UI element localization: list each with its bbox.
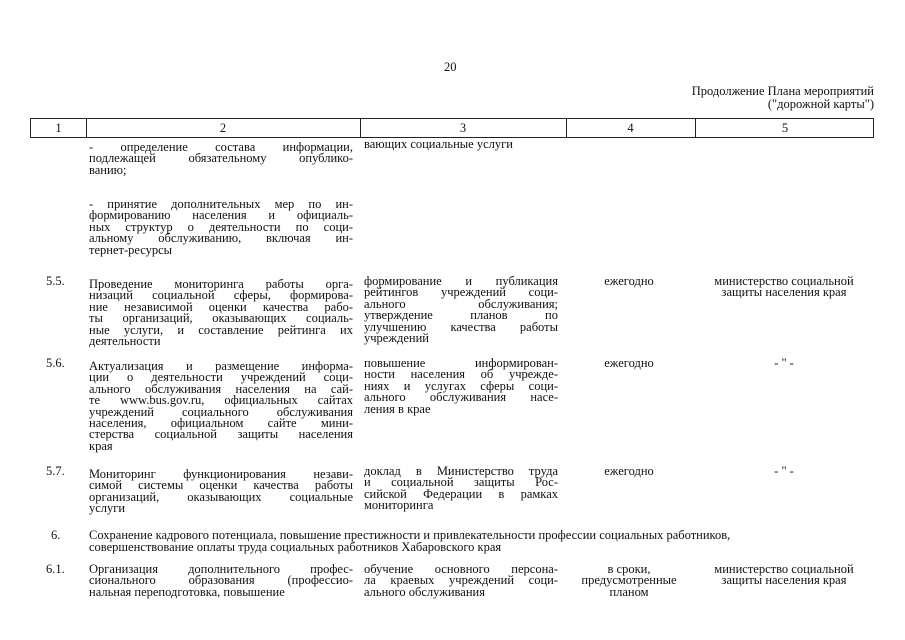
section-number: 6. <box>51 528 61 542</box>
activity-line: Проведение мониторинга работы орга- <box>89 277 353 291</box>
result-line: ла краевых учреждений соци- <box>364 573 558 588</box>
activity-line: ты организаций, оказывающих социаль- <box>89 311 353 326</box>
result-line: улучшению качества работы <box>364 319 558 334</box>
activity-line: края <box>89 438 113 453</box>
activity-line: сионального образования (профессио- <box>89 573 353 588</box>
activity-line: Актуализация и размещение информа- <box>89 359 353 373</box>
column-header-3: 3 <box>459 121 467 135</box>
activity-line: населения, официальном сайте мини- <box>89 416 353 430</box>
responsible-line: защиты населения края <box>721 573 847 588</box>
result-line: ности населения об учрежде- <box>364 367 558 382</box>
result-line: ального обслуживания <box>364 584 485 599</box>
activity-line: ных структур о деятельности по соци- <box>89 219 353 234</box>
activity-line: ального обслуживания населения на сай- <box>89 381 353 396</box>
result-line: ниях и услугах сферы соци- <box>364 378 558 393</box>
result-line: ления в крае <box>364 401 431 416</box>
result-line: и социальной защиты Рос- <box>364 475 558 490</box>
activity-line: ванию; <box>89 162 127 177</box>
activity-line: ние независимой оценки качества рабо- <box>89 299 353 314</box>
activity-line: организаций, оказывающих социальные <box>89 489 353 504</box>
activity-line: нальная переподготовка, повышение <box>89 584 285 599</box>
section-title-line: совершенствование оплаты труда социальных работников Хабаровского края <box>89 540 502 554</box>
term-line: ежегодно <box>604 464 654 478</box>
section-title-line: Сохранение кадрового потенциала, повышение престижности и привлекательности профессии социальных работников, <box>89 528 731 542</box>
continuation-note-line1: Продолжение Плана мероприятий <box>691 84 874 98</box>
column-header-4: 4 <box>627 121 634 135</box>
responsible-line: - " - <box>774 464 794 478</box>
activity-line: формированию населения и официаль- <box>89 208 353 223</box>
activity-line: те www.bus.gov.ru, официальных сайтах <box>89 393 353 408</box>
responsible-line: - " - <box>774 356 794 370</box>
result-line: повышение информирован- <box>364 356 558 370</box>
row-number: 5.6. <box>46 356 65 370</box>
responsible-line: министерство социальной <box>714 562 854 576</box>
column-header-5: 5 <box>781 121 789 135</box>
result-line: учреждений <box>364 331 429 345</box>
activity-line: - принятие дополнительных мер по ин- <box>89 197 353 211</box>
result-line: обучение основного персона- <box>364 562 558 576</box>
continuation-note-line2: ("дорожной карты") <box>767 97 874 111</box>
column-header-2: 2 <box>219 121 227 135</box>
activity-line: тернет-ресурсы <box>89 242 173 257</box>
result-line: ального обслуживания; <box>364 296 558 311</box>
activity-line: учреждений социального обслуживания <box>89 404 353 419</box>
activity-line: стерства социальной защиты населения <box>89 427 353 442</box>
term-line: предусмотренные <box>581 573 677 588</box>
term-line: в сроки, <box>607 562 651 576</box>
activity-line: альному обслуживанию, включая ин- <box>89 231 353 246</box>
row-number: 5.7. <box>46 464 65 478</box>
page-number: 20 <box>444 60 457 74</box>
row-number: 6.1. <box>46 562 65 576</box>
result-line: рейтингов учреждений соци- <box>364 285 558 300</box>
responsible-line: защиты населения края <box>721 285 847 300</box>
activity-line: подлежащей обязательному опублико- <box>89 151 353 166</box>
activity-line: низаций социальной сферы, формирова- <box>89 288 353 303</box>
result-line: сийской Федерации в рамках <box>364 486 558 501</box>
result-line: мониторинга <box>364 498 434 513</box>
activity-line: симой системы оценки качества работы <box>89 478 353 493</box>
term-line: планом <box>609 584 649 599</box>
table-header <box>30 118 874 138</box>
result-line: доклад в Министерство труда <box>364 464 558 478</box>
column-header-1: 1 <box>55 121 62 135</box>
activity-line: ные услуги, и составление рейтинга их <box>89 322 353 337</box>
activity-line: деятельности <box>89 334 161 348</box>
result-line: утверждение планов по <box>364 308 558 323</box>
row-number: 5.5. <box>46 274 65 288</box>
responsible-line: министерство социальной <box>714 274 854 288</box>
activity-line: ции о деятельности учреждений соци- <box>89 370 353 385</box>
term-line: ежегодно <box>604 356 654 370</box>
activity-line: Организация дополнительного профес- <box>89 562 353 576</box>
result-line: формирование и публикация <box>364 274 558 288</box>
result-line: ального обслуживания насе- <box>364 390 558 405</box>
activity-line: Мониторинг функционирования незави- <box>89 467 353 481</box>
term-line: ежегодно <box>604 274 654 288</box>
activity-line: - определение состава информации, <box>89 140 353 154</box>
result-line: вающих социальные услуги <box>364 137 513 151</box>
activity-line: услуги <box>89 501 126 516</box>
